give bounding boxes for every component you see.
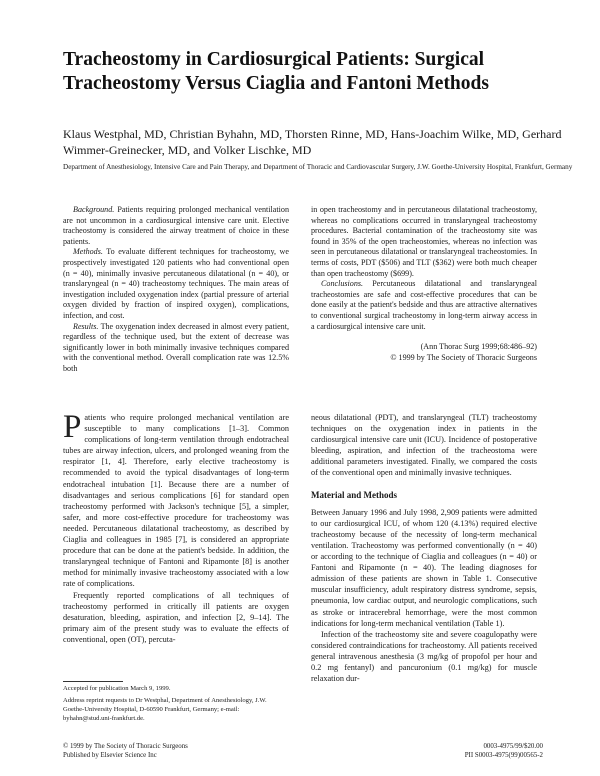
intro-paragraph-2: Frequently reported complications of all techniques of tracheostomy performed in critically ill patients are oxygen desaturation, bleeding, aspiration, and infection [2, 9–14]. The primary aim of the present study was to evaluate the effects of conventional, open (OT), percuta- [63,590,289,644]
abstract-right-column [311,205,537,363]
abstract-conclusions-text: Percutaneous dilatational and translaryngeal tracheostomies are safe and cost-effective procedures that can be done easily at the patient's bedside and thus are attractive alternatives to conventional surgical tracheostomy in long-term airway access in a cardiosurgical intensive care unit. [311,279,537,331]
abstract-results [63,322,289,375]
body-left-column [63,409,289,645]
footer-identifiers [400,742,543,760]
drop-cap: P [63,409,82,445]
abstract-background-text: Patients requiring prolonged mechanical ventilation are not uncommon in a cardiosurgical intensive care unit. Elective tracheostomy is considered the airway treatment of choice in these patients. [63,205,289,246]
footer-issn: 0003-4975/99/$20.00 [483,743,543,750]
abstract-conclusions [311,279,537,332]
abstract-methods-label: Methods. [73,247,103,257]
methods-paragraph-1: Between January 1996 and July 1998, 2,909 patients were admitted to our cardiosurgical ICU, of whom 120 (4.13%) required elective tracheostomy because of the necessity of long-term mechanical ventilation. Tracheostomy was performed conventionally (n = 40) or according to the technique of Ciaglia and colleagues (n = 40) or Fantoni and Ripamonte (n = 40). The leading diagnoses for admission of these patients are shown in Table 1. Consecutive muscular insufficiency, adult respiratory distress syndrome, sepsis, pneumonia, low cardiac output, and neurologic complications, such as stroke or intracerebral hemorrhage, were the most common indications for long-term mechanical ventilation (Table 1). [311,507,537,628]
author-list: Klaus Westphal, MD, Christian Byhahn, MD, Thorsten Rinne, MD, Hans-Joachim Wilke, MD, Gerhard Wimmer-Greinecker, MD, and Volker Lischke, MD [63,127,562,157]
footer-copyright: © 1999 by The Society of Thoracic Surgeons [63,743,188,750]
methods-paragraph-2: Infection of the tracheostomy site and severe coagulopathy were considered contraindications for tracheostomy. All patients received general intravenous anesthesia (3 mg/kg of propofol per hour and 0.2 mg fentanyl) and pancuronium (0.1 mg/kg) for muscle relaxation dur- [311,629,537,684]
abstract-methods [63,247,289,321]
affiliation: Department of Anesthesiology, Intensive Care and Pain Therapy, and Department of Thoracic and Cardiovascular Surgery, J.W. Goethe-University Hospital, Frankfurt, Germany [63,163,573,171]
journal-citation: (Ann Thorac Surg 1999;68:486–92) [420,342,537,352]
body-right-column [311,412,537,684]
abstract-conclusions-label: Conclusions. [321,279,364,289]
footer-publisher-name: Published by Elsevier Science Inc [63,752,157,759]
footer-publisher [63,742,188,760]
footnote-reprints: Address reprint requests to Dr Westphal, Department of Anesthesiology, J.W. Goethe-University Hospital, D-60590 Frankfurt, Germany; e-mail: byhahn@stud.uni-frankfurt.de. [63,697,267,722]
abstract-copyright: © 1999 by The Society of Thoracic Surgeons [390,352,537,362]
intro-paragraph-continued: neous dilatational (PDT), and translaryngeal (TLT) tracheostomy techniques on the oxygenation index in patients in the cardiosurgical intensive care unit (ICU). Incidence of postoperative bleeding, aspiration, and infection of the tracheostoma were additional parameters investigated. Finally, we compared the costs of the conventional open and minimally invasive techniques. [311,413,537,478]
abstract-methods-text: To evaluate different techniques for tracheostomy, we prospectively investigated 120 patients who had conventional open (n = 40), minimally invasive percutaneous dilatational (n = 40), or translaryngeal (n = 40) tracheostomy techniques. The main areas of investigation included oxygenation index (partial pressure of arterial oxygen divided by fraction of inspired oxygen), complications, infection, and cost. [63,247,289,320]
section-heading-methods: Material and Methods [311,489,397,500]
abstract-results-label: Results. [73,321,99,331]
article-title: Tracheostomy in Cardiosurgical Patients: Surgical Tracheostomy Versus Ciaglia and Fantoni Methods [63,49,489,94]
abstract-background [63,205,289,247]
footnotes [63,684,289,726]
intro-paragraph-1-text: atients who require prolonged mechanical ventilation are susceptible to many complications [1–3]. Common complications of long-term ventilation through endotracheal tubes are airway infection, ulcers, and prolonged weaning from the respirator [1, 4]. Therefore, early elective tracheostomy is recommended to avoid the typical disadvantages of long-term endotracheal intubation [1]. Because there are a number of disadvantages and serious complications [6] for standard open tracheostomy performed with Jackson's technique [5], a simpler, safer, and more cost-effective procedure for tracheostomy was needed. Percutaneous dilatational tracheostomy, as described by Ciaglia and colleagues in 1985 [7], is considered an appropriate procedure that can be done at the patient's bedside. In addition, the translaryngeal technique of Fantoni and Ripamonte [8] is another method for minimally invasive tracheostomy associated with a low rate of complications. [63,413,289,589]
abstract-results-continued: in open tracheostomy and in percutaneous dilatational tracheostomy, whereas no complications occurred in translaryngeal tracheostomy procedures. Bacterial contamination of the tracheostomy site was found in 35% of the open tracheostomies, whereas no infection was seen in percutaneous dilatational or translaryngeal tracheostomies. In terms of costs, PDT ($506) and TLT ($362) were both much cheaper than open tracheostomy ($699). [311,205,537,278]
footnote-divider [63,681,123,682]
abstract-background-label: Background. [73,205,115,214]
footer-pii: PII S0003-4975(99)00565-2 [464,752,543,759]
intro-paragraph-1 [63,409,289,590]
abstract-left-column [63,205,289,375]
footnote-accepted: Accepted for publication March 9, 1999. [63,685,171,692]
abstract [63,205,543,405]
abstract-results-text: The oxygenation index decreased in almost every patient, regardless of the technique used, but the extent of decrease was significantly lower in both minimally invasive techniques compared with the conventional method. Overall complication rate was 12.5% both [63,321,289,373]
